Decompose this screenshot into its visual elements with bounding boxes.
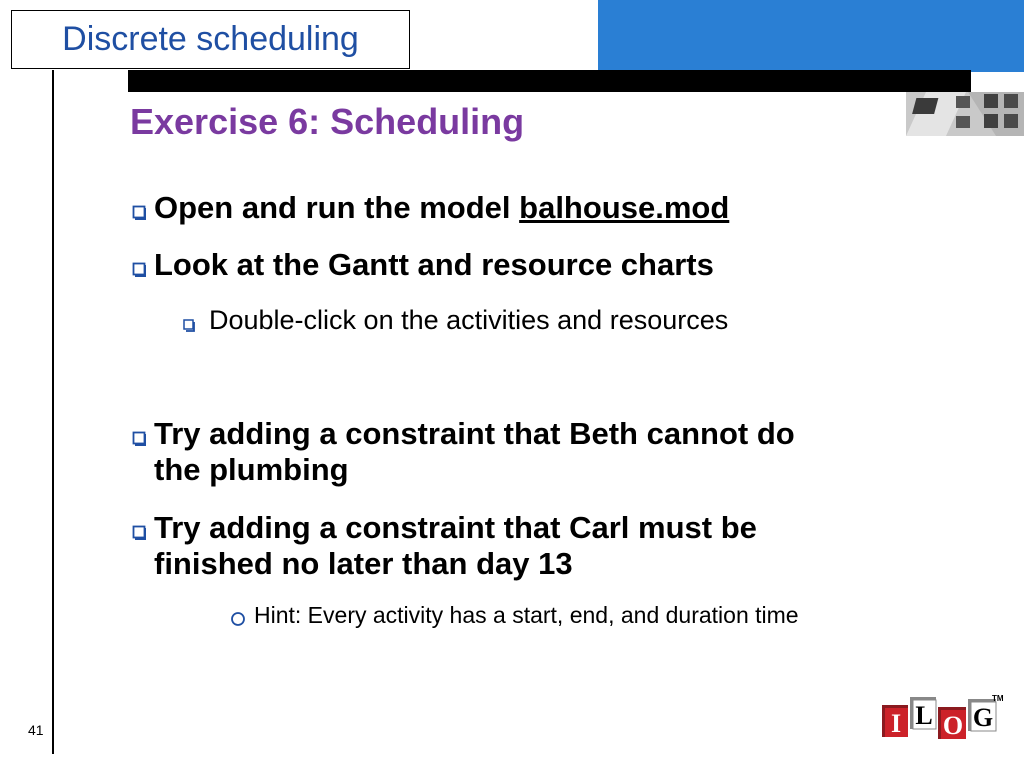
- bullet-open-model: [132, 190, 952, 229]
- bullet-text: Double-click on the activities and resources: [209, 305, 729, 335]
- circle-bullet-icon: [230, 605, 254, 633]
- square-bullet-icon: [132, 419, 154, 455]
- svg-text:G: G: [972, 703, 994, 732]
- subbullet-double-click: [183, 304, 728, 340]
- page-number: 41: [28, 722, 44, 738]
- bullet-text: Try adding a constraint that Carl must be finished no later than day 13: [154, 510, 757, 581]
- svg-text:L: L: [915, 701, 933, 730]
- square-bullet-icon: [132, 193, 154, 229]
- slide-title: Exercise 6: Scheduling: [130, 101, 525, 142]
- bullet-text: Hint: Every activity has a start, end, and duration time: [254, 602, 799, 628]
- left-vertical-rule: [52, 70, 54, 754]
- svg-text:O: O: [942, 711, 964, 740]
- square-bullet-icon: [132, 250, 154, 286]
- header-black-bar: [128, 70, 971, 92]
- section-label-box: [11, 10, 410, 69]
- square-bullet-icon: [183, 308, 209, 340]
- bullet-carl-constraint: [132, 510, 952, 582]
- svg-text:TM: TM: [992, 694, 1004, 703]
- model-file-link[interactable]: balhouse.mod: [519, 190, 730, 225]
- svg-text:I: I: [890, 709, 902, 738]
- section-label: Discrete scheduling: [62, 20, 359, 58]
- building-photo-image: [906, 92, 1024, 136]
- bullet-text: Open and run the model balhouse.mod: [154, 190, 730, 225]
- bullet-text: Try adding a constraint that Beth cannot do the plumbing: [154, 416, 795, 487]
- square-bullet-icon: [132, 513, 154, 549]
- bullet-look-charts: [132, 247, 952, 286]
- bullet-beth-constraint: [132, 416, 952, 488]
- bullet-text: Look at the Gantt and resource charts: [154, 247, 714, 282]
- header-blue-block: [598, 0, 1024, 72]
- subbullet-hint: [230, 601, 799, 633]
- ilog-logo: [880, 693, 1010, 749]
